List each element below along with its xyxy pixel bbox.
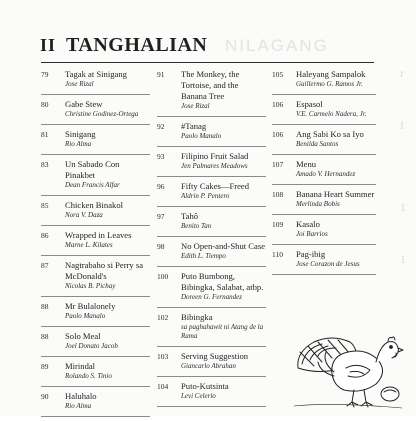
entry-title: Tagak at Sinigang (65, 69, 127, 79)
bleed-text: NILAGANG (225, 36, 329, 55)
entry-author: Nicolas B. Pichay (65, 282, 116, 290)
entry-title: Espasol (296, 99, 323, 109)
toc-entry (272, 189, 376, 215)
section-header (40, 34, 207, 57)
entry-title: Kasalo (296, 219, 320, 229)
toc-entry (157, 351, 266, 377)
entry-author: Amado V. Hernandez (296, 170, 356, 178)
entry-title: Pag-ibig (296, 249, 326, 259)
entry-title: Ang Sabi Ko sa Iyo (296, 129, 364, 139)
entry-title: Mirindal (65, 361, 96, 371)
entry-author: Jose Rizal (181, 102, 210, 110)
entry-author: Joi Barrios (296, 230, 328, 238)
entry-author: Jose Corazon de Jesus (296, 260, 360, 268)
entry-author: Guillermo G. Ramos Jr. (296, 80, 363, 88)
toc-entry (272, 219, 376, 245)
toc-entry (157, 241, 266, 267)
toc-entry (41, 69, 150, 95)
page-number: 106 (272, 100, 284, 109)
toc-entry (157, 211, 266, 237)
toc-entry (157, 312, 266, 347)
page-number: 88 (41, 332, 49, 341)
toc-entry (41, 260, 150, 297)
toc-entry (272, 99, 376, 125)
entry-title: The Monkey, the Tortoise, and the Banana Tree (181, 69, 240, 101)
toc-entry (41, 361, 150, 387)
page-number: 106 (272, 130, 284, 139)
page-number: 104 (157, 382, 169, 391)
toc-entry (272, 159, 376, 185)
toc-entry (157, 121, 266, 147)
entry-title: Gabe Stew (65, 99, 103, 109)
page-number: 92 (157, 122, 165, 131)
entry-author: Marne L. Kilates (65, 241, 113, 249)
page-number: 109 (272, 220, 284, 229)
entry-title: Filipino Fruit Salad (181, 151, 249, 161)
entry-title: Solo Meal (65, 331, 101, 341)
entry-author: Levi Celerio (181, 392, 216, 400)
bleed-mark: 1 (400, 252, 406, 266)
entry-author: Nora V. Daza (65, 211, 103, 219)
page-number: 90 (41, 392, 49, 401)
entry-author: Benilda Santos (296, 140, 339, 148)
entry-author: Jose Rizal (65, 80, 94, 88)
toc-entry (272, 129, 376, 155)
entry-title: #Tanag (181, 121, 207, 131)
toc-entry (41, 200, 150, 226)
entry-author: Aldrin P. Pentero (181, 192, 230, 200)
section-title: TANGHALIAN (66, 34, 208, 56)
page-number: 81 (41, 130, 49, 139)
page-number: 98 (157, 242, 165, 251)
toc-entry (41, 391, 150, 417)
bleed-mark: 1 (400, 200, 406, 214)
toc-column-2 (157, 69, 266, 411)
toc-entry (157, 271, 266, 308)
page-number: 80 (41, 100, 49, 109)
page-number: 107 (272, 160, 284, 169)
entry-author: Edith L. Tiempo (181, 252, 226, 260)
toc-entry (41, 159, 150, 196)
toc-entry (157, 151, 266, 177)
entry-title: Bibingka (181, 312, 213, 322)
page-number: 88 (41, 302, 49, 311)
entry-author: Doreen G. Fernandez (181, 293, 242, 301)
entry-author: Paolo Manalo (65, 312, 106, 320)
entry-title: Un Sabado Con Pinakbet (65, 159, 120, 180)
entry-title: Haleyang Sampalok (296, 69, 366, 79)
page-number: 85 (41, 201, 49, 210)
entry-author: Rio Alma (65, 402, 92, 410)
entry-author: Rolando S. Tinio (65, 372, 112, 380)
toc-entry (41, 230, 150, 256)
page-number: 97 (157, 212, 165, 221)
bleed-mark: r (400, 66, 404, 80)
entry-author: Jen Palmares Meadows (181, 162, 248, 170)
entry-author: Rio Alma (65, 140, 92, 148)
entry-author: Merlinda Bobis (296, 200, 340, 208)
entry-title: Banana Heart Summer (296, 189, 375, 199)
entry-title: Haluhalo (65, 391, 97, 401)
toc-entry (157, 181, 266, 207)
entry-title: Tahô (181, 211, 199, 221)
entry-author: V.E. Carmelo Nadera, Jr. (296, 110, 367, 118)
toc-entry (41, 301, 150, 327)
entry-title: Puto-Kutsinta (181, 381, 229, 391)
page-number: 89 (41, 362, 49, 371)
page-number: 110 (272, 250, 283, 259)
entry-title: Sinigang (65, 129, 96, 139)
toc-entry (157, 381, 266, 407)
entry-title: Nagtrabaho si Perry sa McDonald's (65, 260, 144, 281)
entry-author: sa paghahawit ni Atang de la Rama (181, 323, 264, 340)
entry-title: No Open-and-Shut Case (181, 241, 266, 251)
entry-title: Mr Bulalonely (65, 301, 116, 311)
bleed-mark: I (400, 118, 404, 132)
section-numeral: II (40, 35, 57, 55)
page-number: 105 (272, 70, 284, 79)
toc-column-3 (272, 69, 376, 279)
page-number: 108 (272, 190, 284, 199)
entry-title: Serving Suggestion (181, 351, 249, 361)
entry-author: Dean Francis Alfar (65, 181, 120, 189)
entry-title: Fifty Cakes—Freed (181, 181, 250, 191)
toc-entry (41, 129, 150, 155)
page-number: 96 (157, 182, 165, 191)
page-number: 102 (157, 313, 169, 322)
entry-author: Christine Godinez-Ortega (65, 110, 139, 118)
chicken-basket-illustration (292, 322, 404, 410)
entry-author: Giancarlo Abrahan (181, 362, 236, 370)
entry-author: Joel Donato Jacob (65, 342, 118, 350)
page-number: 93 (157, 152, 165, 161)
page-number: 86 (41, 231, 49, 240)
page-number: 100 (157, 272, 169, 281)
entry-author: Benito Tan (181, 222, 212, 230)
page-number: 83 (41, 160, 49, 169)
toc-entry (157, 69, 266, 117)
toc-entry (272, 69, 376, 95)
toc-entry (41, 331, 150, 357)
entry-title: Puto Bumbong, Bibingka, Salabat, atbp. (181, 271, 264, 292)
toc-entry (41, 99, 150, 125)
entry-title: Menu (296, 159, 317, 169)
page-number: 103 (157, 352, 169, 361)
bleed-through-text (225, 36, 329, 56)
header-rule (41, 62, 374, 63)
entry-author: Paolo Manalo (181, 132, 222, 140)
toc-entry (272, 249, 376, 275)
page-number: 79 (41, 70, 49, 79)
page-number: 87 (41, 261, 49, 270)
entry-title: Wrapped in Leaves (65, 230, 132, 240)
page-number: 91 (157, 70, 165, 79)
entry-title: Chicken Binakol (65, 200, 123, 210)
toc-column-1 (41, 69, 150, 421)
